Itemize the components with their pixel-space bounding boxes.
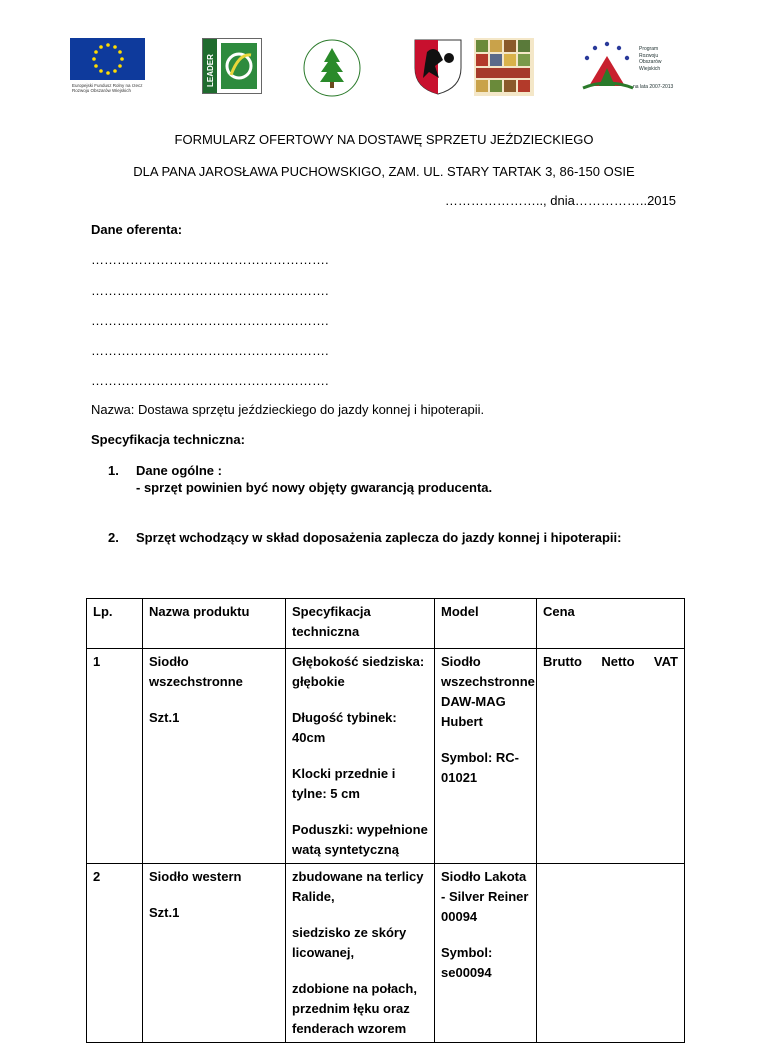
logos-strip: [70, 38, 680, 100]
price-brutto: Brutto: [543, 654, 582, 669]
header-price: Cena: [537, 599, 685, 649]
table-row: [87, 864, 685, 1043]
row-spec: Głębokość siedziska: głębokie Długość tybinek: 40cm Klocki przednie i tylne: 5 cm Poduszki: wypełnione watą syntetyczną: [286, 649, 435, 864]
date-line: ………………….., dnia……………..2015: [444, 193, 676, 208]
price-netto: Netto: [601, 654, 635, 669]
offeror-line-1: ……………………………………………….: [91, 252, 329, 267]
row-lp: 1: [87, 649, 143, 864]
header-model: Model: [435, 599, 537, 649]
coat-of-arms-logo: [413, 38, 463, 96]
table-row: [87, 649, 685, 864]
form-title-line1: FORMULARZ OFERTOWY NA DOSTAWĘ SPRZETU JEŹDZIECKIEGO: [174, 132, 594, 147]
leader-logo: [202, 38, 262, 94]
row-lp: 2: [87, 864, 143, 1043]
form-title-line2: DLA PANA JAROSŁAWA PUCHOWSKIGO, ZAM. UL. STARY TARTAK 3, 86-150 OSIE: [133, 164, 635, 179]
offeror-line-2: ……………………………………………….: [91, 283, 329, 298]
list-item-1: 1. Dane ogólne : - sprzęt powinien być nowy objęty gwarancją producenta.: [108, 463, 493, 495]
row-model: Siodło Lakota - Silver Reiner 00094 Symbol: se00094: [435, 864, 537, 1043]
lgd-bory-tucholskie-logo: [302, 38, 362, 98]
list-item-2: 2. Sprzęt wchodzący w skład doposażenia zaplecza do jazdy konnej i hipoterapii:: [108, 530, 622, 545]
offeror-label: Dane oferenta:: [91, 222, 183, 237]
row-product: Siodło western Szt.1: [143, 864, 286, 1043]
leader-text: LEADER: [206, 54, 215, 87]
row-model: Siodło wszechstronne DAW-MAG Hubert Symbol: RC-01021: [435, 649, 537, 864]
eu-caption: Europejski Fundusz Rolny na rzecz Rozwoju Obszarów Wiejskich: [72, 83, 143, 93]
row-product: Siodło wszechstronne Szt.1: [143, 649, 286, 864]
eu-flag-logo: [70, 38, 145, 80]
prow-years: na lata 2007-2013: [633, 84, 674, 90]
offeror-line-5: ……………………………………………….: [91, 373, 329, 388]
header-spec: Specyfikacja techniczna: [286, 599, 435, 649]
row-spec: zbudowane na terlicy Ralide, siedzisko ze skóry licowanej, zdobione na połach, przednim łęku oraz fenderach wzorem: [286, 864, 435, 1043]
spec-table: [86, 598, 685, 1043]
order-name: Nazwa: Dostawa sprzętu jeździeckiego do jazdy konnej i hipoterapii.: [91, 402, 485, 417]
row-price: [537, 649, 685, 864]
header-product-name: Nazwa produktu: [143, 599, 286, 649]
row-price: [537, 864, 685, 1043]
prow-logo: [577, 38, 677, 98]
price-vat: VAT: [653, 654, 678, 669]
header-lp: Lp.: [87, 599, 143, 649]
prow-text: Program Rozwoju Obszarów Wiejskich: [639, 46, 662, 72]
offeror-line-3: ……………………………………………….: [91, 313, 329, 328]
spec-label: Specyfikacja techniczna:: [91, 432, 245, 447]
offeror-line-4: ……………………………………………….: [91, 343, 329, 358]
table-header-row: [87, 599, 685, 649]
mosaic-logo: [474, 38, 534, 96]
